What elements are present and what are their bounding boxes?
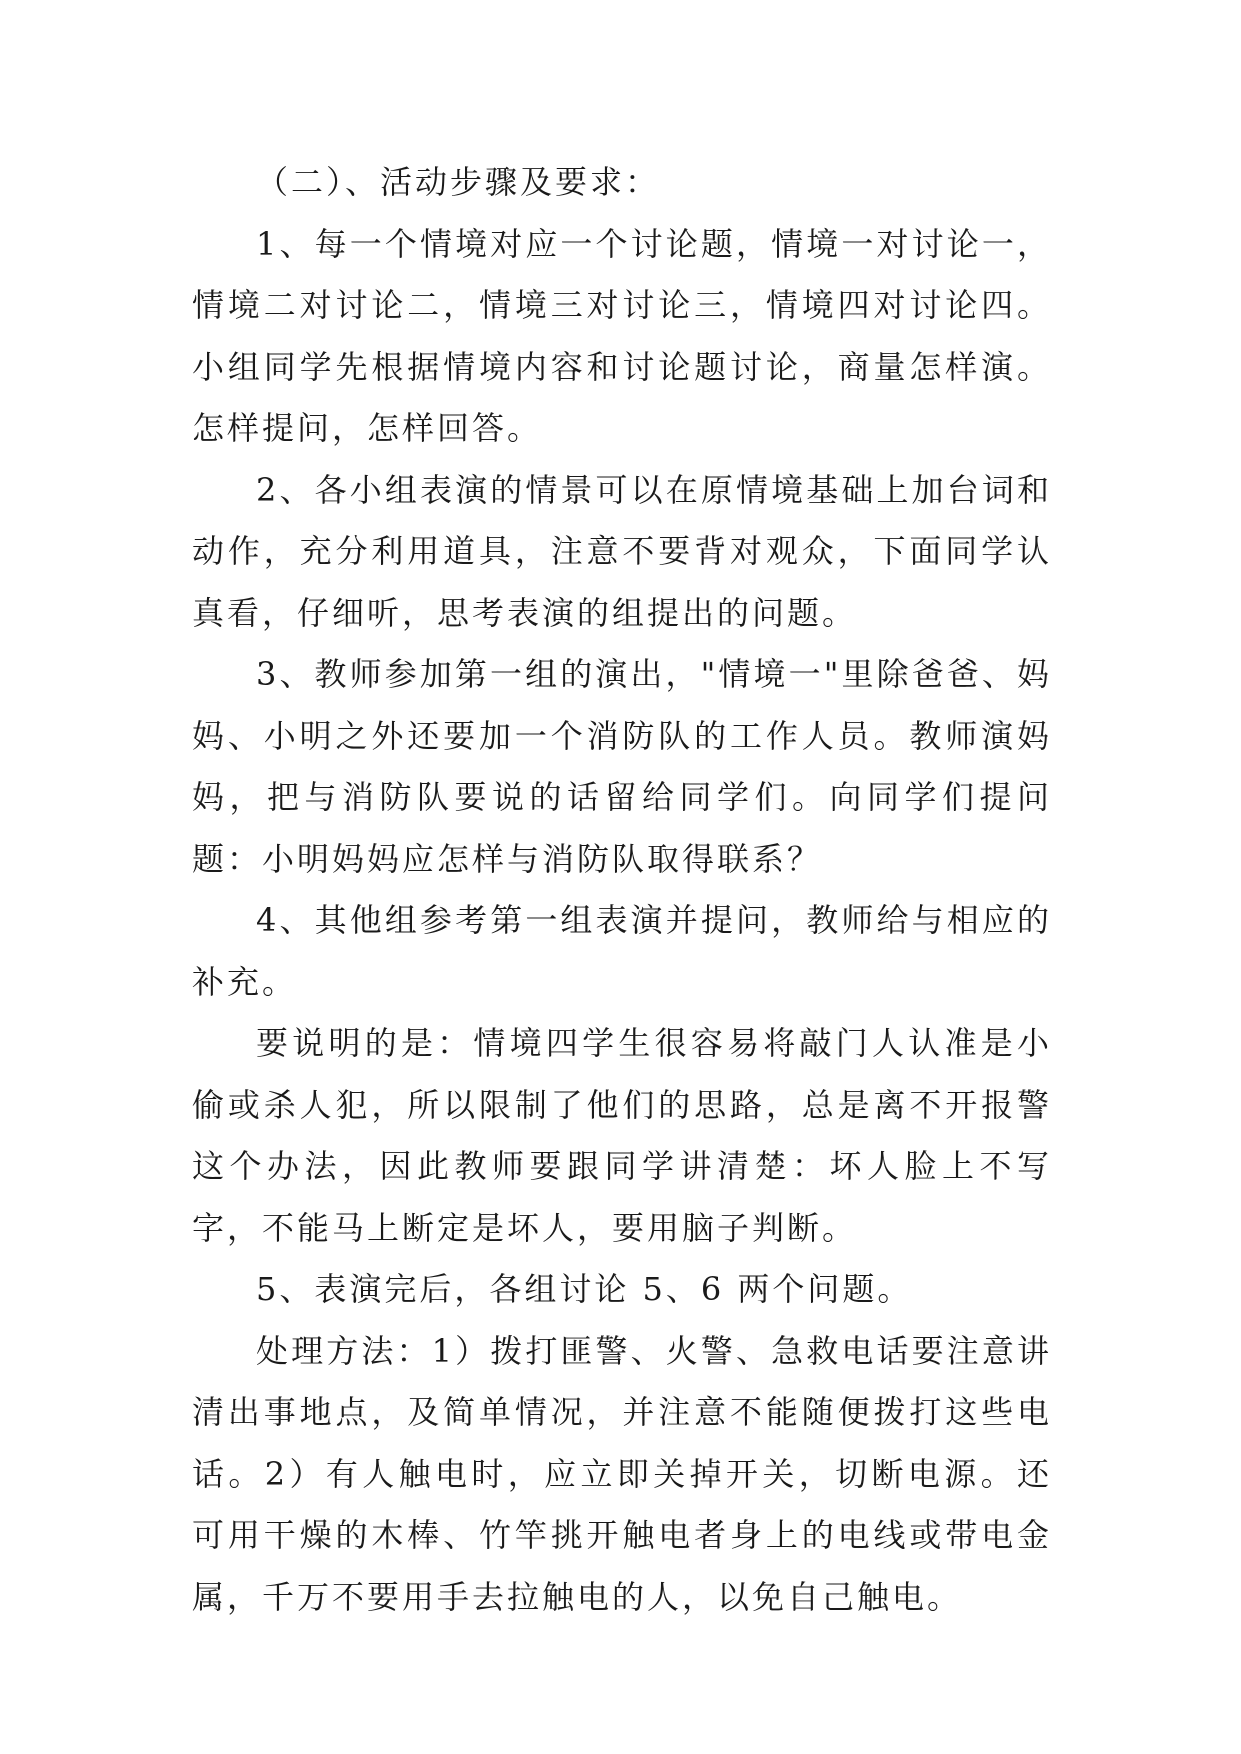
- document-body: [192, 152, 1052, 1628]
- paragraph-step-2: 2、各小组表演的情景可以在原情境基础上加台词和动作，充分利用道具，注意不要背对观众，下面同学认真看，仔细听，思考表演的组提出的问题。: [192, 470, 1052, 632]
- paragraph-step-1: 1、每一个情境对应一个讨论题，情境一对讨论一，情境二对讨论二，情境三对讨论三，情境四对讨论四。小组同学先根据情境内容和讨论题讨论，商量怎样演。怎样提问，怎样回答。: [192, 224, 1052, 447]
- paragraph-note: 要说明的是：情境四学生很容易将敲门人认准是小偷或杀人犯，所以限制了他们的思路，总是离不开报警这个办法，因此教师要跟同学讲清楚：坏人脸上不写字，不能马上断定是坏人，要用脑子判断。: [192, 1024, 1052, 1247]
- paragraph-handling-methods: 处理方法：1）拨打匪警、火警、急救电话要注意讲清出事地点，及简单情况，并注意不能随便拨打这些电话。2）有人触电时，应立即关掉开关，切断电源。还可用干燥的木棒、竹竿挑开触电者身上的电线或带电金属，千万不要用手去拉触电的人，以免自己触电。: [192, 1331, 1052, 1616]
- paragraph-step-5: 5、表演完后，各组讨论 5、6 两个问题。: [256, 1270, 913, 1308]
- paragraph-step-3: 3、教师参加第一组的演出，"情境一"里除爸爸、妈妈、小明之外还要加一个消防队的工作人员。教师演妈妈，把与消防队要说的话留给同学们。向同学们提问题：小明妈妈应怎样与消防队取得联系？: [192, 655, 1052, 878]
- paragraph-step-4: 4、其他组参考第一组表演并提问，教师给与相应的补充。: [192, 901, 1052, 1001]
- section-heading: （二）、活动步骤及要求：: [256, 163, 661, 201]
